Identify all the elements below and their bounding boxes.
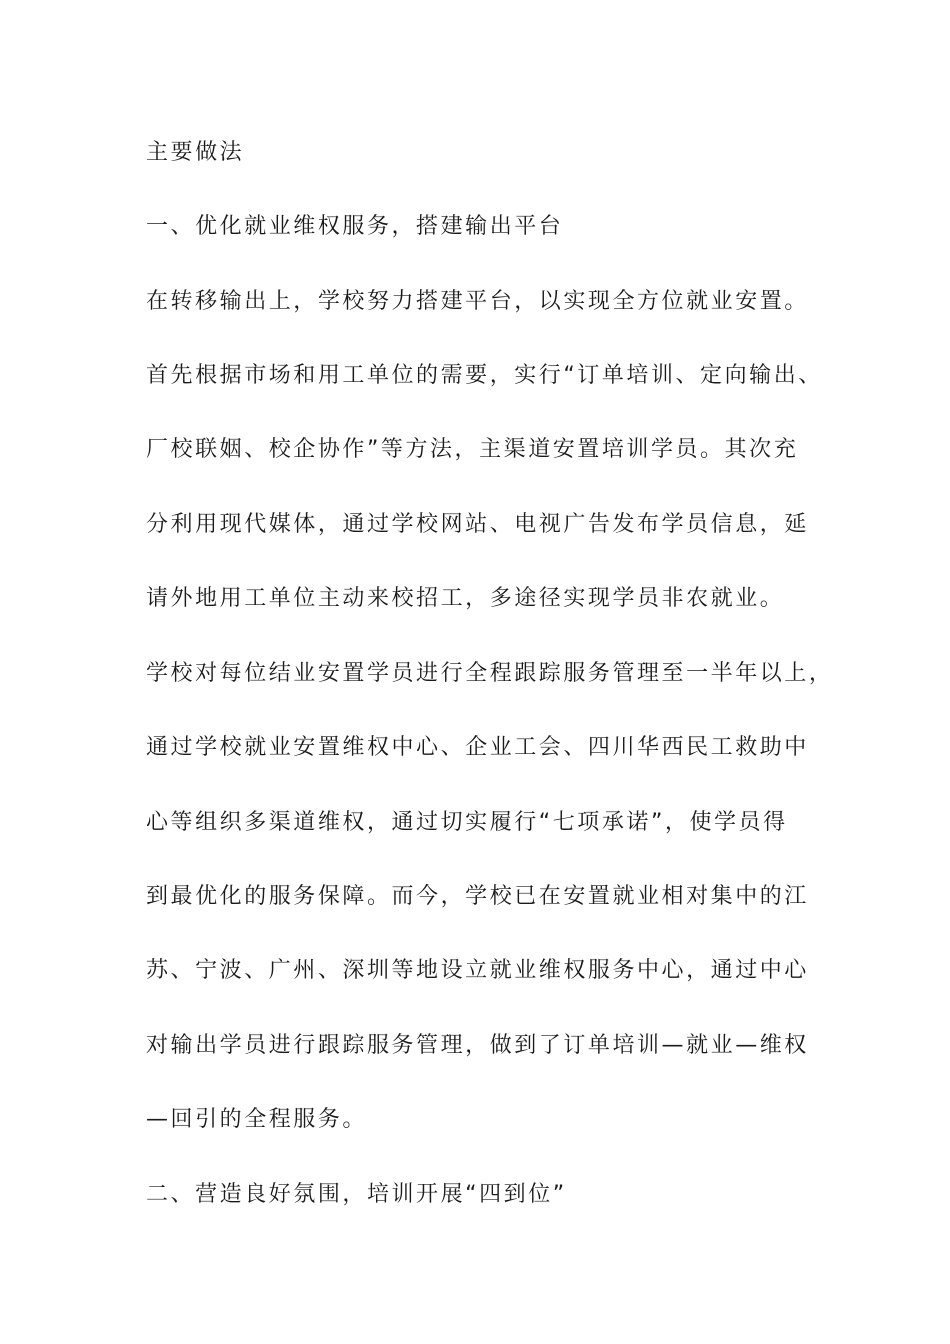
paragraph-line: 苏、宁波、广州、深圳等地设立就业维权服务中心，通过中心: [146, 958, 809, 983]
paragraph-line: 首先根据市场和用工单位的需要，实行“订单培训、定向输出、: [146, 363, 823, 388]
paragraph-line: 通过学校就业安置维权中心、企业工会、四川华西民工救助中: [146, 735, 809, 760]
paragraph-line: 在转移输出上，学校努力搭建平台，以实现全方位就业安置。: [146, 289, 809, 314]
paragraph-line: 分利用现代媒体，通过学校网站、电视广告发布学员信息，延: [146, 512, 809, 537]
paragraph-line: 请外地用工单位主动来校招工，多途径实现学员非农就业。: [146, 586, 785, 611]
section-heading: 主要做法: [146, 140, 245, 165]
subsection-heading: 二、营造良好氛围，培训开展“四到位”: [146, 1182, 567, 1207]
paragraph-line: 心等组织多渠道维权，通过切实履行“七项承诺”，使学员得: [146, 810, 788, 835]
paragraph-line: 厂校联姻、校企协作”等方法，主渠道安置培训学员。其次充: [146, 437, 799, 462]
paragraph-line: 学校对每位结业安置学员进行全程跟踪服务管理至一半年以上，: [146, 661, 834, 686]
paragraph-line: 到最优化的服务保障。而今，学校已在安置就业相对集中的江: [146, 884, 809, 909]
subsection-heading: 一、优化就业维权服务，搭建输出平台: [146, 214, 564, 239]
paragraph-line: 对输出学员进行跟踪服务管理，做到了订单培训—就业—维权: [146, 1033, 809, 1058]
paragraph-line: —回引的全程服务。: [146, 1107, 367, 1132]
